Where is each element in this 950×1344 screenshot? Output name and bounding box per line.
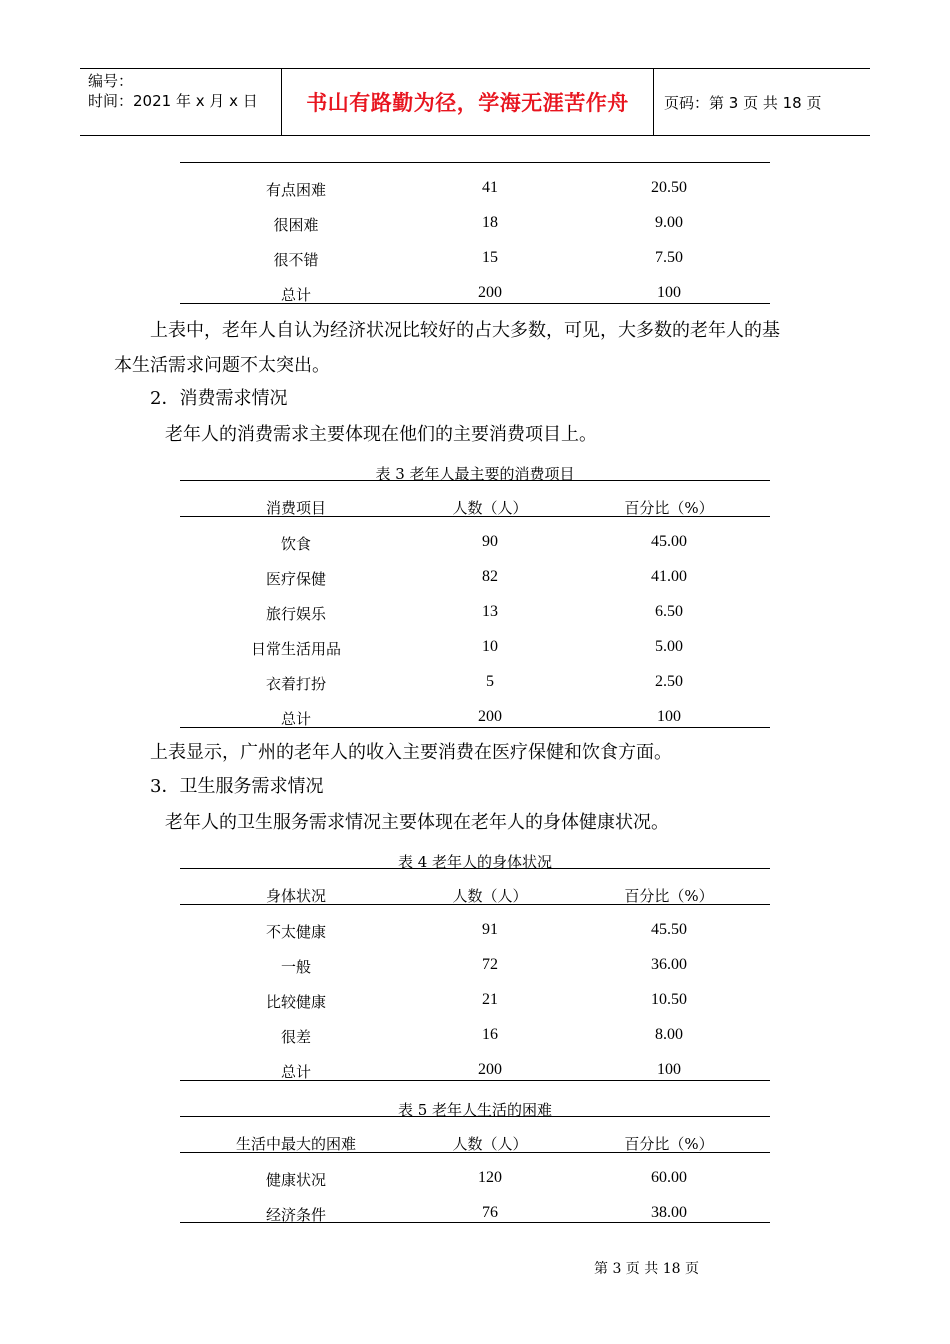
table5-header-rule (180, 1152, 770, 1153)
table-cell: 医疗保健 (265, 570, 327, 588)
table-cell: 45.50 (651, 921, 687, 938)
table-cell: 总计 (280, 1063, 312, 1081)
table4-bottom-rule (180, 1080, 770, 1081)
time-label: 时间：2021 年 x 月 x 日 (88, 92, 258, 110)
table-cell: 很困难 (273, 216, 319, 234)
table-header-row (180, 885, 770, 909)
table-cell: 41 (482, 179, 498, 196)
paragraph-line: 老年人的卫生服务需求情况主要体现在老年人的身体健康状况。 (165, 812, 669, 833)
table2-bottom-rule (180, 303, 770, 304)
table3-header-rule (180, 516, 770, 517)
table-cell: 一般 (280, 958, 312, 976)
table-row (180, 1169, 770, 1193)
table-row (180, 1026, 770, 1050)
table5-top-rule (180, 1116, 770, 1117)
table-header-row (180, 1133, 770, 1157)
table-cell: 200 (478, 284, 502, 301)
table-cell: 8.00 (655, 1026, 683, 1043)
table-cell: 38.00 (651, 1204, 687, 1221)
table-cell: 不太健康 (265, 923, 327, 941)
table-caption: 表 4 老年人的身体状况 (397, 853, 553, 871)
table-cell: 45.00 (651, 533, 687, 550)
table-cell: 衣着打扮 (265, 675, 327, 693)
header-motto-cell (282, 69, 654, 135)
table-caption: 表 3 老年人最主要的消费项目 (375, 465, 575, 483)
table-cell: 200 (478, 1061, 502, 1078)
table-cell: 60.00 (651, 1169, 687, 1186)
header-page-cell (654, 69, 870, 135)
table-row (180, 1061, 770, 1085)
table-cell: 100 (657, 284, 681, 301)
table-row (180, 708, 770, 732)
table-cell: 很差 (280, 1028, 312, 1046)
table-cell: 比较健康 (265, 993, 327, 1011)
table-cell: 76 (482, 1204, 498, 1221)
table5-bottom-rule (180, 1222, 770, 1223)
table-cell: 120 (478, 1169, 502, 1186)
column-header: 人数（人） (452, 499, 528, 517)
table3-top-rule (180, 480, 770, 481)
table-cell: 72 (482, 956, 498, 973)
table-header-row (180, 497, 770, 521)
table-row (180, 179, 770, 203)
table-cell: 18 (482, 214, 498, 231)
table-cell: 90 (482, 533, 498, 550)
table-cell: 36.00 (651, 956, 687, 973)
table-cell: 13 (482, 603, 498, 620)
paragraph-line: 上表中，老年人自认为经济状况比较好的占大多数，可见，大多数的老年人的基 (150, 320, 780, 341)
table-cell: 7.50 (655, 249, 683, 266)
motto: 书山有路勤为径，学海无涯苦作舟 (306, 91, 629, 115)
table-row (180, 603, 770, 627)
column-header: 百分比（%） (624, 1135, 714, 1153)
table-cell: 6.50 (655, 603, 683, 620)
column-header: 百分比（%） (624, 499, 714, 517)
column-header: 百分比（%） (624, 887, 714, 905)
table-row (180, 673, 770, 697)
column-header: 人数（人） (452, 1135, 528, 1153)
table-row (180, 638, 770, 662)
table-cell: 健康状况 (265, 1171, 327, 1189)
table3-bottom-rule (180, 727, 770, 728)
table-cell: 2.50 (655, 673, 683, 690)
page-header (80, 68, 870, 136)
table-cell: 82 (482, 568, 498, 585)
table-cell: 有点困难 (265, 181, 327, 199)
table4-top-rule (180, 868, 770, 869)
table-row (180, 249, 770, 273)
page-label: 页码：第 3 页 共 18 页 (664, 93, 822, 112)
table-row (180, 956, 770, 980)
paragraph-line: 老年人的消费需求主要体现在他们的主要消费项目上。 (165, 424, 597, 445)
column-header: 身体状况 (265, 887, 327, 905)
table-cell: 20.50 (651, 179, 687, 196)
table-cell: 饮食 (280, 535, 312, 553)
table-row (180, 533, 770, 557)
table-row (180, 1204, 770, 1228)
table-cell: 91 (482, 921, 498, 938)
column-header: 消费项目 (265, 499, 327, 517)
table-cell: 100 (657, 708, 681, 725)
footer-page-number: 第 3 页 共 18 页 (594, 1261, 699, 1277)
table-cell: 很不错 (273, 251, 319, 269)
table-row (180, 214, 770, 238)
header-meta-cell (80, 69, 282, 135)
section-heading: 2．消费需求情况 (150, 388, 288, 409)
table2-top-rule (180, 162, 770, 163)
table-cell: 5.00 (655, 638, 683, 655)
table-cell: 5 (486, 673, 494, 690)
table-cell: 经济条件 (265, 1206, 327, 1224)
table-row (180, 284, 770, 308)
table4-header-rule (180, 904, 770, 905)
table-cell: 41.00 (651, 568, 687, 585)
table-cell: 10.50 (651, 991, 687, 1008)
table-row (180, 568, 770, 592)
paragraph-line: 本生活需求问题不太突出。 (114, 355, 330, 376)
table-cell: 100 (657, 1061, 681, 1078)
table-cell: 旅行娱乐 (265, 605, 327, 623)
table-cell: 10 (482, 638, 498, 655)
column-header: 生活中最大的困难 (235, 1135, 357, 1153)
table-cell: 200 (478, 708, 502, 725)
paragraph-line: 上表显示，广州的老年人的收入主要消费在医疗保健和饮食方面。 (150, 742, 672, 763)
table-row (180, 991, 770, 1015)
table-cell: 21 (482, 991, 498, 1008)
table-cell: 16 (482, 1026, 498, 1043)
table-row (180, 921, 770, 945)
table-cell: 日常生活用品 (250, 640, 342, 658)
table-cell: 总计 (280, 286, 312, 304)
table-caption: 表 5 老年人生活的困难 (397, 1101, 553, 1119)
section-heading: 3．卫生服务需求情况 (150, 776, 324, 797)
column-header: 人数（人） (452, 887, 528, 905)
table-cell: 15 (482, 249, 498, 266)
table-cell: 9.00 (655, 214, 683, 231)
code-label: 编号： (88, 72, 134, 90)
table-cell: 总计 (280, 710, 312, 728)
